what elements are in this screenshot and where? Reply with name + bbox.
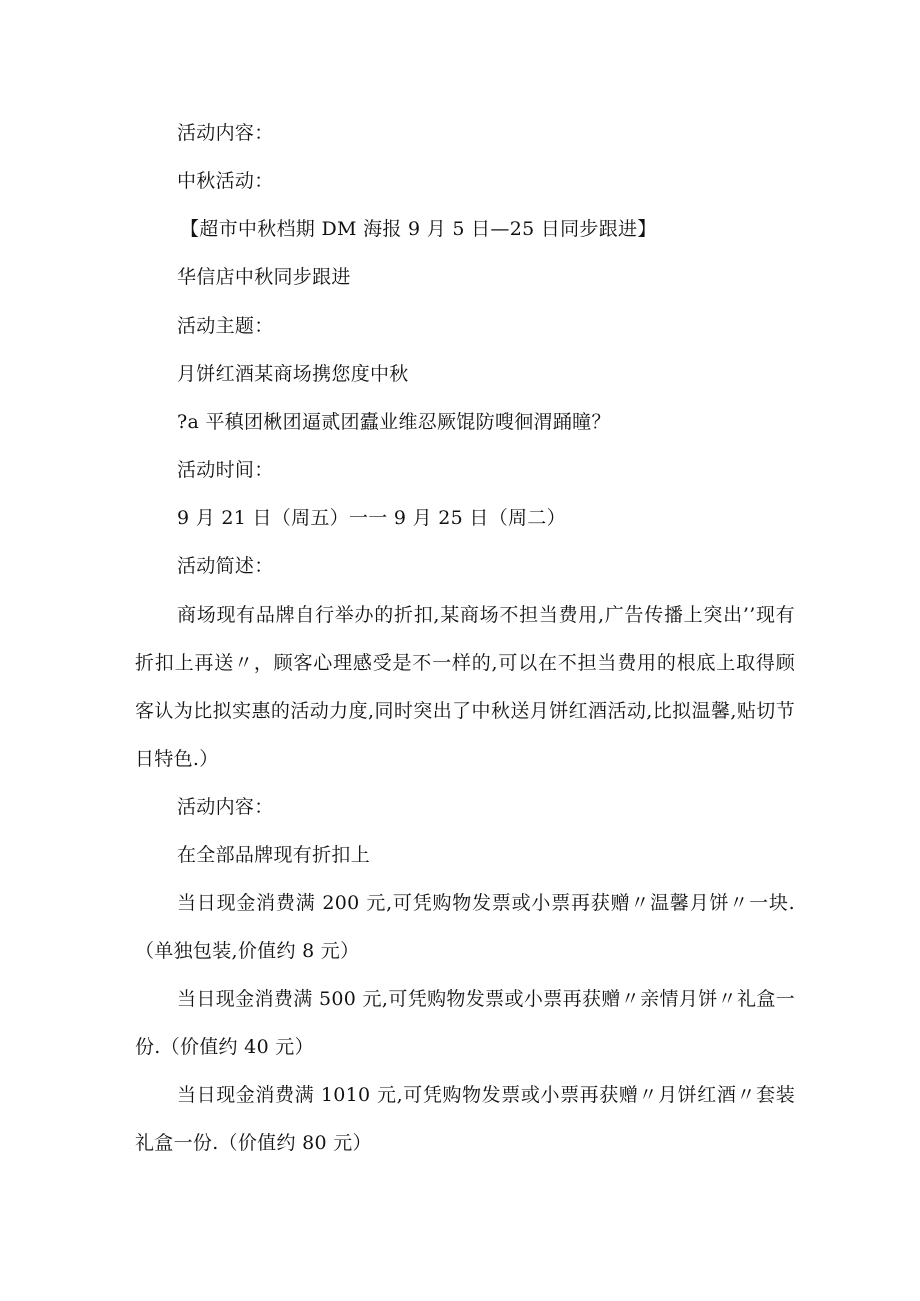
banner-line: 【超市中秋档期 DM 海报 9 月 5 日—25 日同步跟进】 bbox=[180, 218, 657, 240]
intro-line: 在全部品牌现有折扣上 bbox=[177, 844, 371, 866]
tier-1-paragraph: 当日现金消费满 200 元,可凭购物发票或小票再获赠〃温馨月饼〃一块.（单独包装,价值约 8 元） bbox=[135, 892, 795, 962]
heading-mid-autumn: 中秋活动： bbox=[177, 170, 274, 192]
theme-text: 月饼红酒某商场携您度中秋 bbox=[177, 363, 409, 385]
summary-paragraph: 商场现有品牌自行举办的折扣,某商场不担当费用,广告传播上突出’’现有折扣上再送〃，顾客心理感受是不一样的,可以在不担当费用的根底上取得顾客认为比拟实惠的活动力度,同时突出了中秋送月饼红酒活动,比拟温馨,贴切节日特色.） bbox=[135, 604, 795, 770]
tier-2-paragraph: 当日现金消费满 500 元,可凭购物发票或小票再获赠〃亲情月饼〃礼盒一份.（价值约 40 元） bbox=[135, 988, 795, 1058]
heading-time: 活动时间： bbox=[177, 459, 274, 481]
tier-3-paragraph: 当日现金消费满 1010 元,可凭购物发票或小票再获赠〃月饼红酒〃套装礼盒一份.（价值约 80 元） bbox=[135, 1084, 795, 1154]
heading-activity-content-2: 活动内容： bbox=[177, 796, 274, 818]
heading-activity-content: 活动内容： bbox=[177, 122, 274, 144]
garbled-text-line: ?a 平稹团楸团逼贰团蠹业维忍厥馄防嗖徊渭踊瞳？ bbox=[177, 411, 611, 433]
heading-summary: 活动简述： bbox=[177, 555, 274, 577]
time-text: 9 月 21 日（周五）一一 9 月 25 日（周二） bbox=[177, 507, 566, 529]
heading-theme: 活动主题： bbox=[177, 315, 274, 337]
store-follow-line: 华信店中秋同步跟进 bbox=[177, 266, 351, 288]
